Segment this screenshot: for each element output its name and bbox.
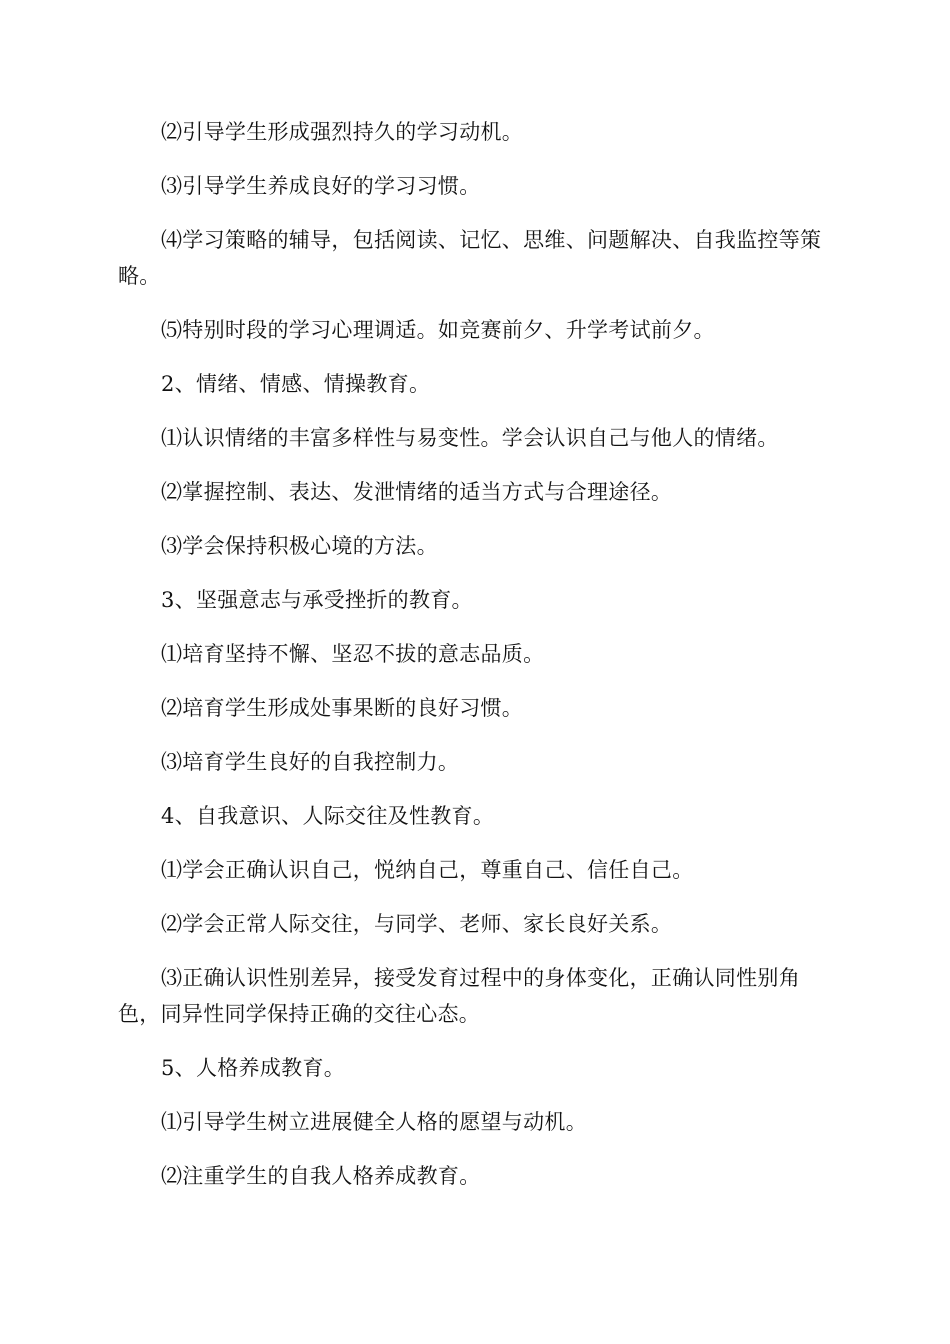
paragraph-control-emotions: ⑵掌握控制、表达、发泄情绪的适当方式与合理途径。: [161, 480, 673, 504]
paragraph-learning-strategies: ⑷学习策略的辅导，包括阅读、记忆、思维、问题解决、自我监控等策略。: [118, 228, 822, 288]
section-heading-self-awareness-education: 4、自我意识、人际交往及性教育。: [161, 804, 495, 828]
paragraph-self-control: ⑶培育学生良好的自我控制力。: [161, 750, 460, 774]
paragraph-recognize-emotions: ⑴认识情绪的丰富多样性与易变性。学会认识自己与他人的情绪。: [161, 426, 779, 450]
paragraph-learning-habits: ⑶引导学生养成良好的学习习惯。: [161, 174, 481, 198]
paragraph-positive-mood: ⑶学会保持积极心境的方法。: [161, 534, 438, 558]
document-body: [118, 114, 826, 1212]
paragraph-perseverance: ⑴培育坚持不懈、坚忍不拔的意志品质。: [161, 642, 545, 666]
paragraph-decisiveness: ⑵培育学生形成处事果断的良好习惯。: [161, 696, 524, 720]
paragraph-special-period-adjustment: ⑸特别时段的学习心理调适。如竞赛前夕、升学考试前夕。: [161, 318, 715, 342]
paragraph-gender-education: ⑶正确认识性别差异，接受发育过程中的身体变化，正确认同性别角色，同异性同学保持正确的交往心态。: [118, 966, 800, 1026]
paragraph-personality-motivation: ⑴引导学生树立进展健全人格的愿望与动机。: [161, 1110, 587, 1134]
section-heading-emotion-education: 2、情绪、情感、情操教育。: [161, 372, 431, 396]
section-heading-willpower-education: 3、坚强意志与承受挫折的教育。: [161, 588, 473, 612]
paragraph-self-personality-development: ⑵注重学生的自我人格养成教育。: [161, 1164, 481, 1188]
paragraph-self-acceptance: ⑴学会正确认识自己，悦纳自己，尊重自己、信任自己。: [161, 858, 694, 882]
section-heading-personality-education: 5、人格养成教育。: [161, 1056, 346, 1080]
paragraph-learning-motivation: ⑵引导学生形成强烈持久的学习动机。: [161, 120, 524, 144]
paragraph-interpersonal-relations: ⑵学会正常人际交往，与同学、老师、家长良好关系。: [161, 912, 673, 936]
